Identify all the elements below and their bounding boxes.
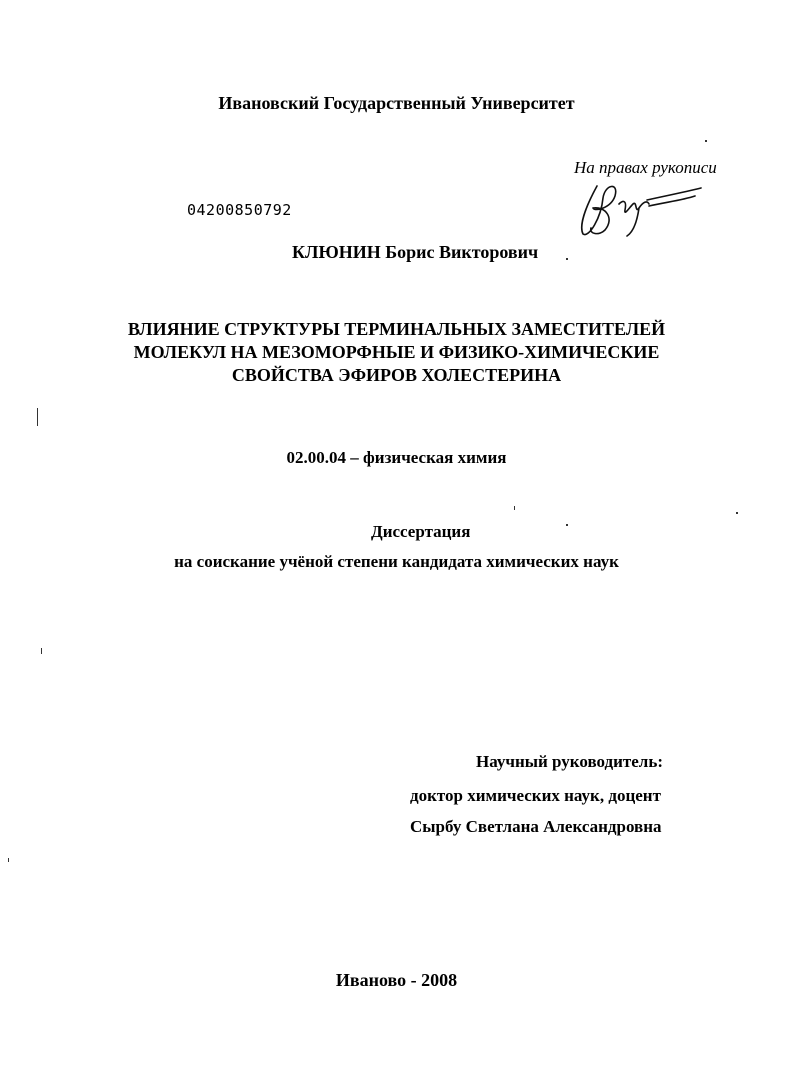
manuscript-note: На правах рукописи [574, 158, 717, 177]
title-line: СВОЙСТВА ЭФИРОВ ХОЛЕСТЕРИНА [231, 365, 562, 385]
title-line: ВЛИЯНИЕ СТРУКТУРЫ ТЕРМИНАЛЬНЫХ ЗАМЕСТИТЕЛЕЙ [127, 319, 666, 339]
advisor-name: Сырбу Светлана Александровна [410, 817, 662, 836]
advisor-heading: Научный руководитель: [476, 752, 663, 771]
author-name: КЛЮНИН Борис Викторович [292, 242, 539, 262]
document-type: Диссертация [371, 522, 471, 541]
dissertation-title [0, 318, 793, 387]
title-line: МОЛЕКУЛ НА МЕЗОМОРФНЫЕ И ФИЗИКО-ХИМИЧЕСКИЕ [133, 342, 660, 362]
specialty: 02.00.04 – физическая химия [286, 448, 507, 467]
signature-image [575, 178, 705, 240]
scan-mark [566, 258, 568, 260]
scan-mark [8, 858, 9, 862]
university-name: Ивановский Государственный Университет [218, 93, 575, 113]
scan-mark [705, 140, 707, 142]
scan-mark [37, 408, 38, 426]
catalog-code: 04200850792 [187, 201, 292, 219]
scan-mark [566, 524, 568, 526]
scan-mark [736, 512, 738, 514]
scan-mark [41, 648, 42, 654]
scan-mark [514, 506, 515, 510]
degree-line: на соискание учёной степени кандидата химических наук [174, 552, 619, 571]
city-year: Иваново - 2008 [335, 970, 458, 990]
advisor-rank: доктор химических наук, доцент [410, 786, 661, 805]
